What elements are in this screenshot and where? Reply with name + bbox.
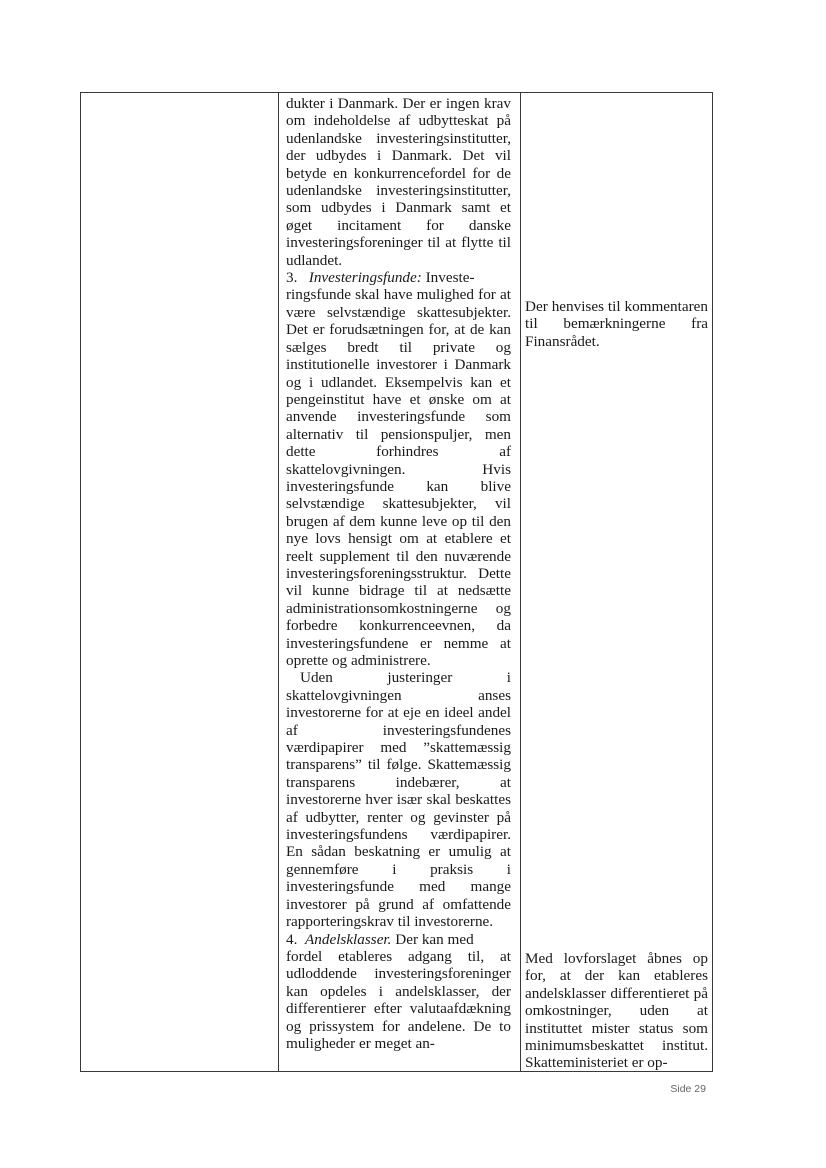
- item-3-heading: Investeringsfunde:: [308, 269, 422, 287]
- right-comment-2: Med lovforslaget åbnes op for, at der kan etableres andelsklasser differentieret på omkostninger, uden at instituttet mister status som minimumsbeskattet institut. Skatteministeriet er op-: [525, 950, 708, 1072]
- item-3-heading-line: [286, 269, 511, 286]
- middle-paragraph-5: fordel etableres adgang til, at udloddende investeringsforeninger kan opdeles i andelsklasser, der differentierer efter valutaafdækning og prissystem for andelene. De to muligheder er meget an-: [286, 947, 511, 1052]
- item-4-number: 4.: [286, 930, 298, 948]
- item-4-heading-line: [286, 931, 511, 948]
- item-4-lead: Der kan med: [395, 930, 474, 948]
- column-divider-2: [520, 93, 521, 1071]
- item-3-number: 3.: [286, 269, 298, 287]
- middle-column: [286, 95, 511, 1052]
- page-number: Side 29: [670, 1083, 706, 1095]
- middle-paragraph-4: Uden justeringer i skattelovgivningen anses investorerne for at eje en ideel andel af investeringsfundenes værdipapirer med ”skattemæssig transparens” til følge. Skattemæssig transparens indebærer, at investorerne hver især skal beskattes af udbytter, renter og gevinster på investeringsfundens værdipapirer. En sådan beskatning er umulig at gennemføre i praksis i investeringsfunde med mange investorer på grund af omfattende rapporteringskrav til investorerne.: [286, 669, 511, 931]
- item-3-lead: Investe-: [425, 269, 475, 287]
- comment-table: [80, 92, 713, 1072]
- middle-paragraph-2: dukter i Danmark. Der er ingen krav om indeholdelse af udbytteskat på udenlandske investeringsinstitutter, der udbydes i Danmark. Det vil betyde en konkurrencefordel for de udenlandske investeringsinstitutter, som udbydes i Danmark samt et øget incitament for danske investeringsforeninger til at flytte til udlandet.: [286, 95, 511, 269]
- column-divider-1: [278, 93, 279, 1071]
- item-4-heading: Andelsklasser.: [304, 930, 392, 948]
- right-comment-1: Der henvises til kommentaren til bemærkningerne fra Finansrådet.: [525, 298, 708, 350]
- middle-paragraph-3: ringsfunde skal have mulighed for at være selvstændige skattesubjekter. Det er forudsætningen for, at de kan sælges bredt til private og institutionelle investorer i Danmark og i udlandet. Eksempelvis kan et pengeinstitut have et ønske om at anvende investeringsfunde som alternativ til pensionspuljer, men dette forhindres af skattelovgivningen. Hvis investeringsfunde kan blive selvstændige skattesubjekter, vil brugen af dem kunne leve op til den nye lovs hensigt om at etablere et reelt supplement til den nuværende investeringsforeningsstruktur. Dette vil kunne bidrage til at nedsætte administrationsomkostningerne og forbedre konkurrenceevnen, da investeringsfundene er nemme at oprette og administrere.: [286, 286, 511, 669]
